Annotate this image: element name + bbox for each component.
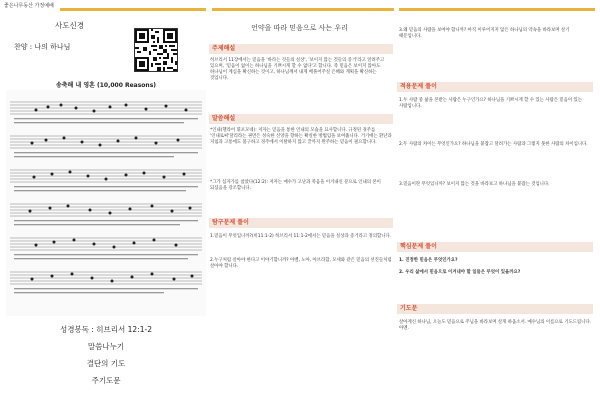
theme-paragraph: 히브리서 11장에서는 믿음을 '바라는 것들의 실상', '보이지 않는 것들의 증거'라고 알려주고 있으며, '믿음이 없이는 하나님을 기쁘시게 할 수 없다'고 합니다. 즉 믿음은 보이지 않아도 하나님이 계심을 확신하는 것이고, 하나님께서 내게 베풀어주실 은혜와 계획을 확신하는 것입니다. <box>210 58 385 81</box>
section-heading-core: 핵심문제 풀이 <box>397 242 593 252</box>
section-heading-prayer: 기도문 <box>397 304 593 314</box>
commentary-paragraph-2: *그가 십자가를 참았다(12:2): 저자는 예수가 고난과 죽음을 이겨내신 분으로 인내의 본이 되셨음을 강조합니다. <box>210 180 381 191</box>
application-paragraph-1: 1.두 사람 중 삶을 본받는 사람은 누구인가요? 하나님을 기쁘시게 할 수 있는 사람은 믿음이 있는 사람입니다. <box>399 98 582 109</box>
core-question-1: 1. 진정한 믿음은 무엇인가요? <box>399 258 458 263</box>
hymn-line: 찬양 : 나의 하나님 <box>14 43 71 51</box>
prayer-paragraph: 살아계신 하나님, 오늘도 믿음으로 주님을 바라보며 살게 하옵소서. 예수님의 이름으로 기도드립니다. 아멘. <box>399 320 592 331</box>
top-accent-bar-middle <box>212 8 394 11</box>
order-sharing: 말씀나누기 <box>87 342 125 351</box>
application-paragraph-2: 2.두 사람의 차이는 무엇인가요? 하나님을 붙잡고 달려가는 사람과 그렇지 못한 사람의 차이입니다. <box>399 142 588 147</box>
section-heading-inquiry: 탐구문제 풀이 <box>209 218 393 228</box>
commentary-paragraph-1: *인내(헬라어 휘포모네): 저자는 믿음을 통한 인내의 모습을 묘사합니다. 규정된 경주를 '인내로써'달리라는 권면은 성숙한 신앙을 향하는 확실한 방법임을 보여줍니다. 거기에는 환난과 지침과 고통에도 불구하고 경주에서 이탈하지 않고 끝까지 완주하는 믿음이 필요합니다. <box>210 128 392 145</box>
sheet-music-image <box>6 90 206 316</box>
section-heading-application: 적용문제 풀이 <box>397 82 593 92</box>
top-accent-bar-right <box>399 8 595 11</box>
section-heading-theme: 주제해설 <box>209 44 393 54</box>
order-prayer: 결단의 기도 <box>86 359 126 368</box>
top-accent-bar-left <box>60 8 206 11</box>
sheet-music-title: 송축해 내 영혼 (10,000 Reasons) <box>55 82 157 89</box>
core-question-2: 2. 우리 삶에서 믿음으로 이겨내야 할 일들은 무엇이 있을까요? <box>399 270 521 275</box>
church-name: 좋은나무동산 가정예배 <box>4 3 54 9</box>
inquiry-paragraph-1: 1.믿음이 무엇입니까?(히11:1-2) 히브리서 11:1-2에서는 믿음을 실상과 증거라고 정의합니다. <box>210 234 392 239</box>
order-scripture: 성경봉독 : 히브리서 12:1-2 <box>60 325 152 334</box>
inquiry-paragraph-2: 2.누구처럼 살아야 한다고 이야기합니까? 아벨, 노아, 아브라함, 모세와 같은 믿음의 선진들처럼 살아야 합니다. <box>210 258 392 269</box>
application-paragraph-3: 3.믿음이란 무엇입니까? 보이지 않는 것을 바라보고 하나님을 붙잡는 것입니다. <box>399 182 550 187</box>
qr-code-image[interactable] <box>134 28 178 72</box>
prelude-label: 사도신경 <box>55 21 84 30</box>
topic-title: 언약을 따라 믿음으로 사는 우리 <box>251 24 348 32</box>
section-heading-commentary: 말씀해설 <box>209 114 393 124</box>
inquiry-question-3: 3.왜 믿음의 사람을 보여야 합니까? 아직 이루어지지 않은 하나님의 약속을 바라보며 살기 때문입니다. <box>399 28 570 39</box>
order-lords-prayer: 주기도문 <box>91 376 121 385</box>
